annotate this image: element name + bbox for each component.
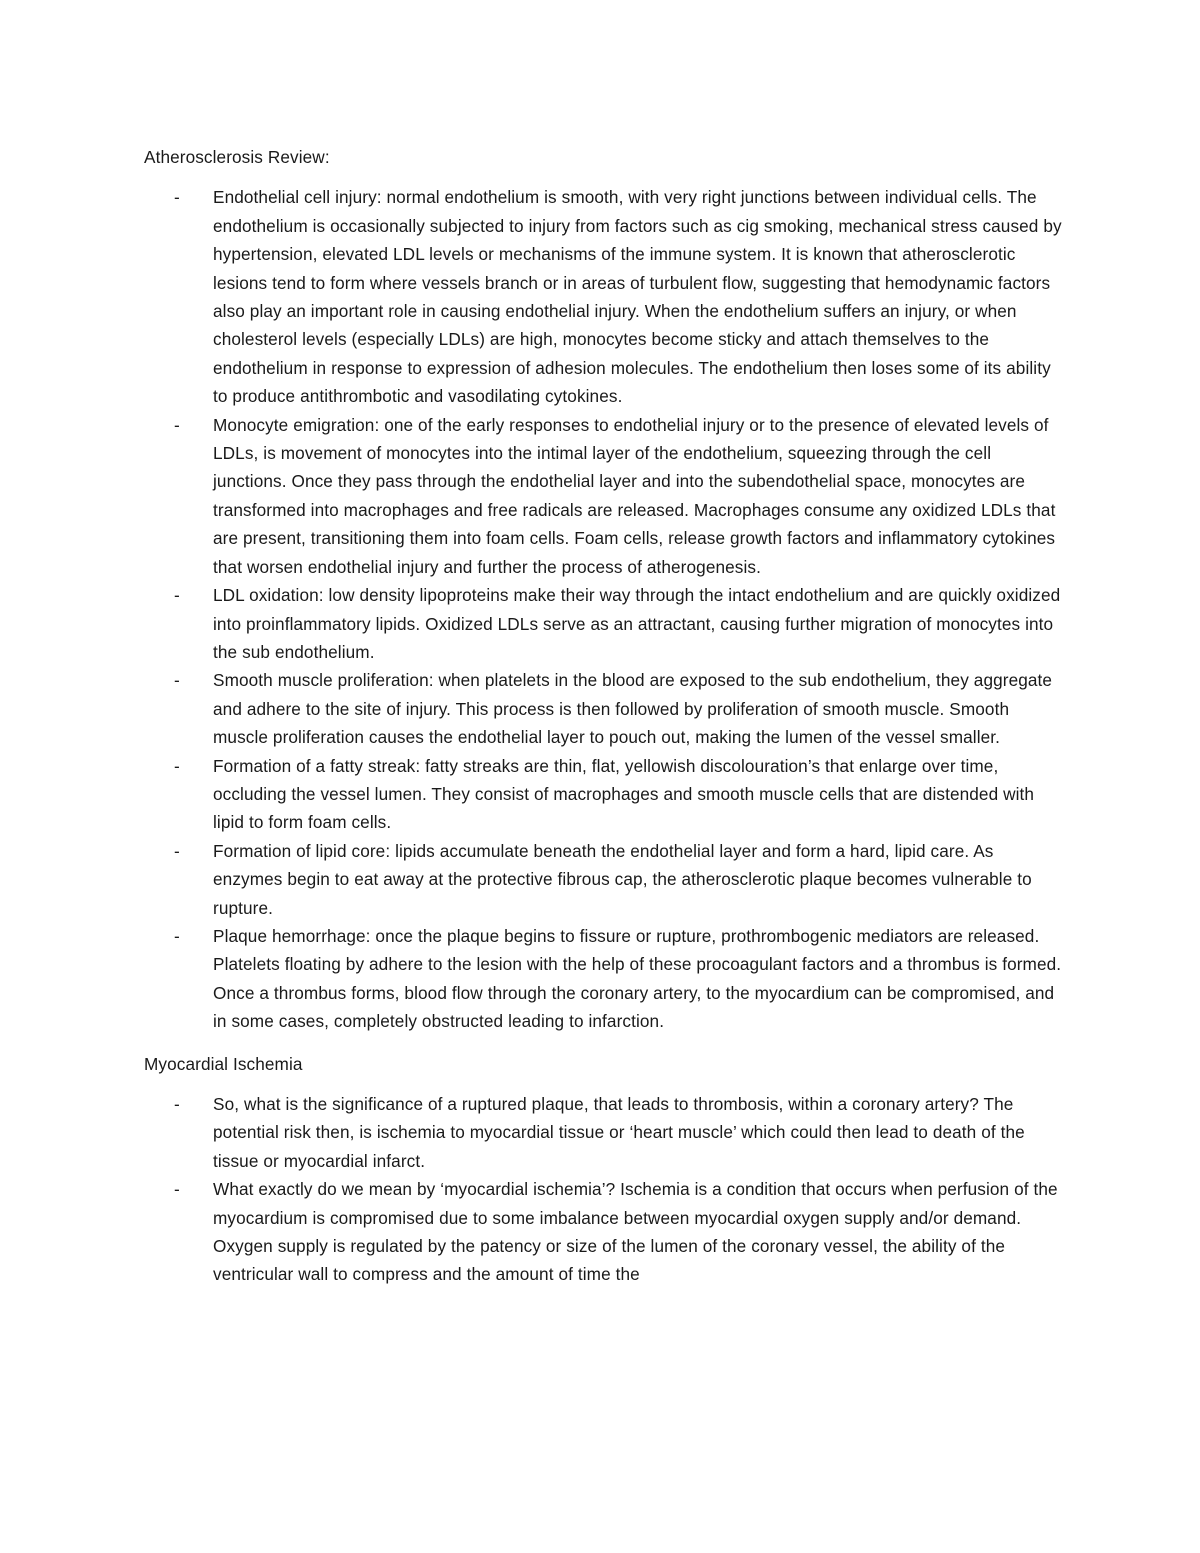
section-heading-myocardial-ischemia: Myocardial Ischemia: [144, 1053, 303, 1074]
list-dash: -: [174, 1094, 180, 1114]
list-dash: -: [174, 840, 180, 861]
list-item-text: Endothelial cell injury: normal endothelium is smooth, with very right junctions between individual cells. The endothelium is occasionally subjected to injury from factors such as cig smoking, mechanical stress caused by hypertension, elevated LDL levels or mechanisms of the immune system. It is known that atherosclerotic lesions tend to form where vessels branch or in areas of turbulent flow, suggesting that hemodynamic factors also play an important role in causing endothelial injury. When the endothelium suffers an injury, or when cholesterol levels (especially LDLs) are high, monocytes become sticky and attach themselves to the endothelium in response to expression of adhesion molecules. The endothelium then loses some of its ability to produce antithrombotic and vasodilating cytokines.: [213, 187, 1062, 407]
list-item: [144, 411, 1064, 581]
list-item-text: LDL oxidation: low density lipoproteins make their way through the intact endothelium and are quickly oxidized into proinflammatory lipids. Oxidized LDLs serve as an attractant, causing further migration of monocytes into the sub endothelium.: [213, 585, 1061, 662]
list-item: [144, 922, 1064, 1036]
list-item-text: Formation of lipid core: lipids accumulate beneath the endothelial layer and form a hard, lipid care. As enzymes begin to eat away at the protective fibrous cap, the atherosclerotic plaque becomes vulnerable to rupture.: [213, 840, 1032, 918]
list-item-text: Monocyte emigration: one of the early responses to endothelial injury or to the presence of elevated levels of LDLs, is movement of monocytes into the intimal layer of the endothelium, squeezing through the cell junctions. Once they pass through the endothelial layer and into the subendothelial space, monocytes are transformed into macrophages and free radicals are released. Macrophages consume any oxidized LDLs that are present, transitioning them into foam cells. Foam cells, release growth factors and inflammatory cytokines that worsen endothelial injury and further the process of atherogenesis.: [213, 414, 1056, 577]
list-item-text: What exactly do we mean by ‘myocardial ischemia’? Ischemia is a condition that occurs when perfusion of the myocardium is compromised due to some imbalance between myocardial oxygen supply and/or demand. Oxygen supply is regulated by the patency or size of the lumen of the coronary vessel, the ability of the ventricular wall to compress and the amount of time the: [213, 1179, 1058, 1285]
list-item: [144, 666, 1064, 751]
document-body: [144, 143, 1064, 1289]
list-item-text: Plaque hemorrhage: once the plaque begins to fissure or rupture, prothrombogenic mediators are released. Platelets floating by adhere to the lesion with the help of these procoagulant factors and a thrombus is formed. Once a thrombus forms, blood flow through the coronary artery, to the myocardium can be compromised, and in some cases, completely obstructed leading to infarction.: [213, 925, 1062, 1032]
list-dash: -: [174, 670, 180, 691]
list-item: [144, 1175, 1064, 1289]
list-item-text: So, what is the significance of a ruptured plaque, that leads to thrombosis, within a coronary artery? The potential risk then, is ischemia to myocardial tissue or ‘heart muscle’ which could then lead to death of the tissue or myocardial infarct.: [213, 1094, 1025, 1171]
list-item-text: Smooth muscle proliferation: when platelets in the blood are exposed to the sub endothelium, they aggregate and adhere to the site of injury. This process is then followed by proliferation of smooth muscle. Smooth muscle proliferation causes the endothelial layer to pouch out, making the lumen of the vessel smaller.: [213, 670, 1053, 748]
list-item: [144, 1090, 1064, 1175]
list-item-text: Formation of a fatty streak: fatty streaks are thin, flat, yellowish discolouration’s that enlarge over time, occluding the vessel lumen. They consist of macrophages and smooth muscle cells that are distended with lipid to form foam cells.: [213, 755, 1035, 833]
list-item: [144, 837, 1064, 922]
list-dash: -: [174, 925, 180, 946]
myocardial-ischemia-list: [144, 1090, 1064, 1289]
list-dash: -: [174, 414, 180, 435]
list-dash: -: [174, 1179, 180, 1200]
list-item: [144, 183, 1064, 410]
atherosclerosis-list: [144, 183, 1064, 1035]
list-item: [144, 581, 1064, 666]
list-dash: -: [174, 187, 180, 208]
list-item: [144, 752, 1064, 837]
list-dash: -: [174, 585, 180, 606]
list-dash: -: [174, 755, 180, 776]
section-heading-atherosclerosis: Atherosclerosis Review:: [144, 147, 330, 167]
